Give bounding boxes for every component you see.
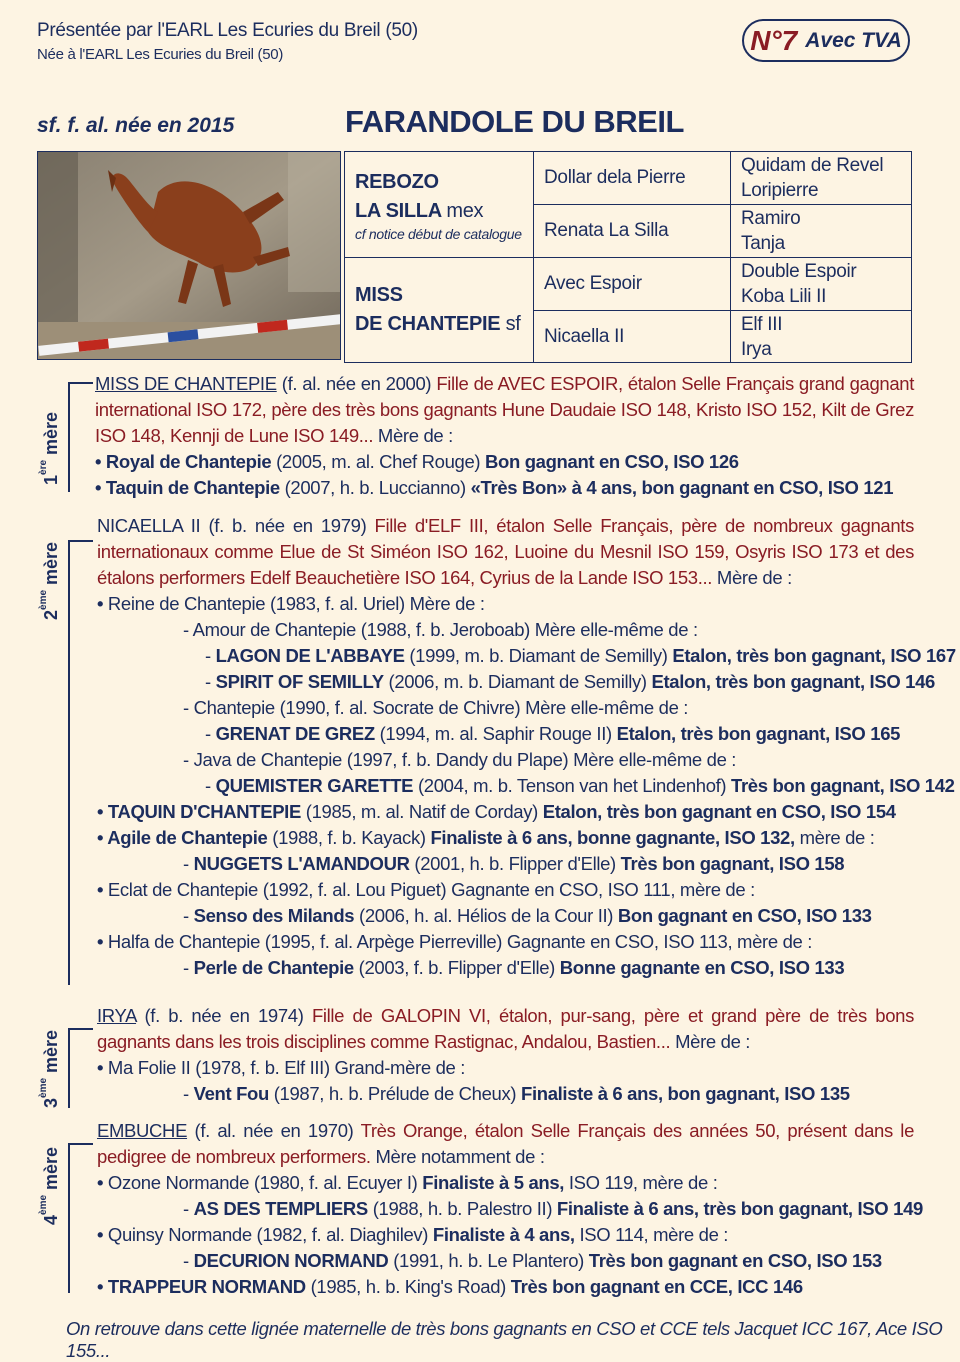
m4-as: - AS DES TEMPLIERS (1988, h. b. Palestro II) Finaliste à 6 ans, très bon gagnant, ISO 149: [183, 1198, 923, 1219]
m1-section: [0, 371, 960, 501]
footer-note: On retrouve dans cette lignée maternelle de très bons gagnants en CSO et CCE tels Jacquet ICC 167, Ace ISO 155...: [66, 1318, 943, 1361]
m2-eclat: • Eclat de Chantepie (1992, f. al. Lou Piguet) Gagnante en CSO, ISO 111, mère de :: [97, 879, 755, 900]
m3-label: 3ème mère: [38, 1029, 61, 1108]
m2-nuggets: - NUGGETS L'AMANDOUR (2001, h. b. Flipper d'Elle) Très bon gagnant, ISO 158: [183, 853, 845, 874]
dam-sire-cell: Avec Espoir: [534, 258, 731, 311]
m3-section: [0, 1003, 960, 1107]
sire-sire-cell: Dollar dela Pierre: [534, 152, 731, 205]
horse-photo: [37, 151, 341, 360]
presenter-line: Présentée par l'EARL Les Ecuries du Breil (50): [37, 20, 418, 41]
m2-taquin: • TAQUIN D'CHANTEPIE (1985, m. al. Natif de Corday) Etalon, très bon gagnant en CSO, ISO 154: [97, 801, 896, 822]
m2-grenat: - GRENAT DE GREZ (1994, m. al. Saphir Rouge II) Etalon, très bon gagnant, ISO 165: [205, 723, 901, 744]
dam-cell: [345, 258, 534, 363]
m2-amour: - Amour de Chantepie (1988, f. b. Jeroboab) Mère elle-même de :: [183, 619, 698, 640]
m2-quemister: - QUEMISTER GARETTE (2004, m. b. Tenson van het Lindenhof) Très bon gagnant, ISO 142: [205, 775, 955, 796]
lot-number: N°7: [750, 24, 798, 56]
m1-label: 1ère mère: [38, 411, 61, 485]
m1-intro: MISS DE CHANTEPIE (f. al. née en 2000) Fille de AVEC ESPOIR, étalon Selle Français grand gagnant international ISO 172, père des très bons gagnants Hune Daudaie ISO 148, Kristo ISO 152, Kilt de Grez ISO 148, Kennji de Lune ISO 149... Mère de :: [95, 373, 914, 446]
sire-name: REBOZO LA SILLA mex: [355, 170, 484, 222]
m2-intro: NICAELLA II (f. b. née en 1979) Fille d'ELF III, étalon Selle Français, père de nombreux gagnants internationaux comme Elue de St Siméon ISO 162, Luoine du Mesnil ISO 159, Osyris ISO 173 et des étalons performers Edelf Beauchetière ISO 164, Cyrius de la Lande ISO 153... Mère de :: [97, 515, 914, 588]
ggp-cell-1: Quidam de Revel Loripierre: [731, 152, 912, 205]
pedigree-table: [344, 151, 912, 363]
jumping-horse-image: [38, 152, 341, 360]
m2-perle: - Perle de Chantepie (2003, f. b. Flipper d'Elle) Bonne gagnante en CSO, ISO 133: [183, 957, 845, 978]
m2-senso: - Senso des Milands (2006, h. al. Hélios de la Cour II) Bon gagnant en CSO, ISO 133: [183, 905, 872, 926]
ggp-cell-3: Double Espoir Koba Lili II: [731, 258, 912, 311]
m4-ozone: • Ozone Normande (1980, f. al. Ecuyer I) Finaliste à 5 ans, ISO 119, mère de :: [97, 1172, 718, 1193]
m4-label: 4ème mère: [38, 1146, 61, 1225]
lot-badge: [742, 19, 910, 62]
m2-halfa: • Halfa de Chantepie (1995, f. al. Arpège Pierreville) Gagnante en CSO, ISO 113, mère de :: [97, 931, 813, 952]
m1-produce-1: • Royal de Chantepie (2005, m. al. Chef Rouge) Bon gagnant en CSO, ISO 126: [95, 451, 739, 472]
ggp-cell-2: Ramiro Tanja: [731, 205, 912, 258]
m4-section: [0, 1118, 960, 1300]
ggp-cell-4: Elf III Irya: [731, 311, 912, 363]
m2-java: - Java de Chantepie (1997, f. b. Dandy du Plape) Mère elle-même de :: [183, 749, 737, 770]
horse-name: FARANDOLE DU BREIL: [345, 104, 684, 139]
m3-vent: - Vent Fou (1987, h. b. Prélude de Cheux) Finaliste à 6 ans, bon gagnant, ISO 135: [183, 1083, 850, 1104]
dam-name: MISS DE CHANTEPIE sf: [355, 284, 521, 335]
born-at-line: Née à l'EARL Les Ecuries du Breil (50): [37, 46, 284, 63]
m4-trappeur: • TRAPPEUR NORMAND (1985, h. b. King's Road) Très bon gagnant en CCE, ICC 146: [97, 1276, 803, 1297]
m2-reine: • Reine de Chantepie (1983, f. al. Uriel) Mère de :: [97, 593, 485, 614]
sire-cell: [345, 152, 534, 258]
m3-intro: IRYA (f. b. née en 1974) Fille de GALOPIN VI, étalon, pur-sang, père et grand père de très bons gagnants dans les trois disciplines comme Rastignac, Andalou, Bastien... Mère de :: [97, 1005, 915, 1052]
dam-dam-cell: Nicaella II: [534, 311, 731, 363]
m2-section: [0, 513, 960, 981]
m2-chantepie: - Chantepie (1990, f. al. Socrate de Chivre) Mère elle-même de :: [183, 697, 689, 718]
m1-produce-2: • Taquin de Chantepie (2007, h. b. Luccianno) «Très Bon» à 4 ans, bon gagnant en CSO, ISO 121: [95, 477, 894, 498]
m2-lagon: - LAGON DE L'ABBAYE (1999, m. b. Diamant de Semilly) Etalon, très bon gagnant, ISO 167: [205, 645, 956, 666]
m4-quinsy: • Quinsy Normande (1982, f. al. Diaghilev) Finaliste à 4 ans, ISO 114, mère de :: [97, 1224, 729, 1245]
m2-agile: • Agile de Chantepie (1988, f. b. Kayack) Finaliste à 6 ans, bonne gagnante, ISO 132, mère de :: [97, 827, 875, 848]
breed-line: sf. f. al. née en 2015: [37, 114, 235, 137]
sire-note: cf notice début de catalogue: [355, 225, 522, 242]
m4-decurion: - DECURION NORMAND (1991, h. b. Le Plantero) Très bon gagnant en CSO, ISO 153: [183, 1250, 882, 1271]
lot-vat: Avec TVA: [805, 28, 902, 52]
m4-intro: EMBUCHE (f. al. née en 1970) Très Orange, étalon Selle Français des années 50, présent dans le pedigree de nombreux performers. Mère notamment de :: [97, 1120, 915, 1167]
m2-spirit: - SPIRIT OF SEMILLY (2006, m. b. Diamant de Semilly) Etalon, très bon gagnant, ISO 146: [205, 671, 935, 692]
m3-folie: • Ma Folie II (1978, f. b. Elf III) Grand-mère de :: [97, 1057, 466, 1078]
m2-label: 2ème mère: [38, 541, 61, 620]
sire-dam-cell: Renata La Silla: [534, 205, 731, 258]
